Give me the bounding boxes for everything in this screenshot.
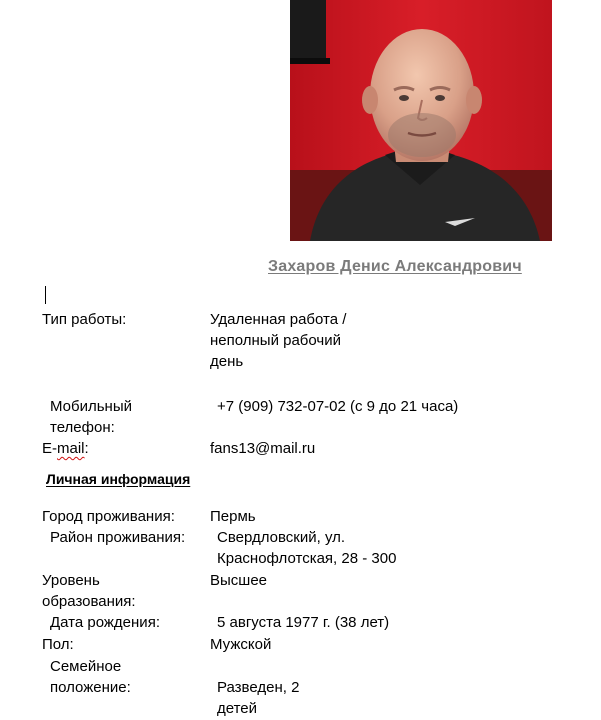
email-value[interactable]: fans13@mail.ru: [210, 440, 316, 457]
district-value-line1: Свердловский, ул.: [217, 529, 346, 546]
profile-photo: [290, 0, 552, 241]
email-label-word: mail: [57, 440, 85, 457]
email-label: [42, 438, 89, 459]
education-label-line2: образования:: [42, 593, 136, 610]
sex-value: Мужской: [210, 636, 272, 653]
marital-value-line2: детей: [217, 700, 258, 717]
work-type-value-line3: день: [210, 353, 244, 370]
education-label-line1: Уровень: [42, 572, 100, 589]
district-label: Район проживания:: [50, 529, 186, 546]
work-type-value-line1: Удаленная работа /: [210, 311, 347, 328]
email-label-prefix: E-: [42, 440, 57, 457]
work-type-value-line2: неполный рабочий: [210, 332, 341, 349]
marital-value-line1: Разведен, 2: [217, 679, 300, 696]
city-value: Пермь: [210, 508, 256, 525]
mobile-label-line2: телефон:: [50, 419, 115, 436]
district-value-line2: Краснофлотская, 28 - 300: [217, 550, 397, 567]
marital-label-line2: положение:: [50, 679, 131, 696]
text-cursor: [45, 286, 46, 304]
mobile-label-line1: Мобильный: [50, 398, 132, 415]
birth-date-value: 5 августа 1977 г. (38 лет): [217, 614, 390, 631]
city-label: Город проживания:: [42, 508, 175, 525]
marital-label-line1: Семейное: [50, 658, 122, 675]
birth-date-label: Дата рождения:: [50, 614, 160, 631]
email-label-colon: :: [84, 440, 89, 457]
full-name-heading[interactable]: Захаров Денис Александрович: [268, 258, 522, 275]
sex-label: Пол:: [42, 636, 74, 653]
mobile-value: +7 (909) 732-07-02 (с 9 до 21 часа): [217, 398, 459, 415]
work-type-label: Тип работы:: [42, 311, 127, 328]
education-value: Высшее: [210, 572, 268, 589]
personal-info-heading: Личная информация: [46, 471, 191, 487]
